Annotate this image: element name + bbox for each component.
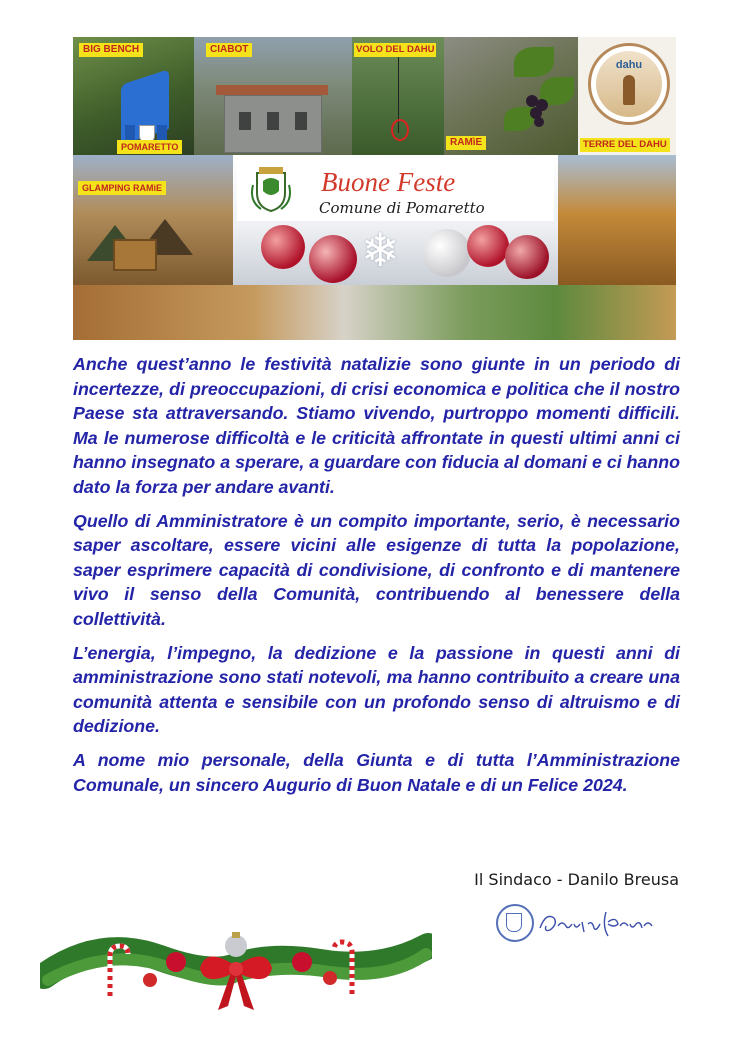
- hut-roof: [216, 85, 328, 95]
- dahu-logo: [588, 43, 670, 125]
- ornament-ball: [423, 229, 471, 277]
- photo-village-panorama: [73, 285, 676, 340]
- card-subtitle: Comune di Pomaretto: [319, 199, 485, 217]
- photo-glamping-ramie: [73, 155, 233, 285]
- hut-building: [224, 95, 322, 153]
- window: [295, 112, 307, 130]
- ornament-ball: [467, 225, 509, 267]
- letter-paragraph-4: A nome mio personale, della Giunta e di tutta l’Amministrazione Comunale, un sincero Augurio di Buon Natale e di un Felice 2024.: [73, 749, 680, 795]
- tag-ramie: RAMìE: [446, 136, 486, 150]
- snowflake-icon: ❄: [361, 223, 400, 277]
- letter-paragraph-2: Quello di Amministratore è un compito importante, serio, è necessario saper ascoltare, essere vicini alle esigenze di tutta la popolazione, saper esprimere capacità di condivisione, di confronto e di mantenere vivo il senso della Comunità, contribuendo al benessere della collettività.: [73, 510, 680, 629]
- tag-glamping-ramie: GLAMPING RAMìE: [78, 181, 166, 195]
- ornament-ball: [505, 235, 549, 279]
- tag-terre-del-dahu: TERRE DEL DAHU: [580, 138, 670, 152]
- ornament-ball: [261, 225, 305, 269]
- letter-body: [73, 352, 680, 806]
- photo-ciabot: [194, 37, 352, 155]
- tag-pomaretto: POMARETTO: [117, 140, 182, 154]
- christmas-garland: [40, 906, 432, 1018]
- greeting-card-header: [237, 159, 554, 221]
- photo-autumn-valley: [558, 155, 676, 285]
- logo-word: dahu: [615, 59, 643, 71]
- handwritten-signature: [536, 906, 656, 940]
- vine-leaf: [514, 47, 554, 77]
- photo-ramie: [444, 37, 578, 155]
- photo-terre-del-dahu: [578, 37, 676, 155]
- municipal-crest-icon: [251, 165, 291, 213]
- signature-line: Il Sindaco - Danilo Breusa: [474, 870, 679, 889]
- ornament-ball: [309, 235, 357, 283]
- greeting-card: [233, 155, 558, 285]
- stamp-crest: [506, 913, 522, 932]
- tag-volo-del-dahu: VOLO DEL DAHU: [356, 44, 435, 55]
- header-collage: [73, 37, 676, 340]
- tag-big-bench: BIG BENCH: [79, 43, 143, 57]
- tag-ciabot: CIABOT: [206, 43, 252, 57]
- photo-volo-del-dahu: [352, 37, 444, 155]
- letter-paragraph-3: L’energia, l’impegno, la dedizione e la passione in questi anni di amministrazione sono stati notevoli, ma hanno contribuito a creare una comunità attenta e sensibile con un profondo senso di altruismo e di dedizione.: [73, 642, 680, 737]
- window: [267, 112, 279, 130]
- dahu-animal-icon: [623, 75, 635, 105]
- municipal-stamp-icon: [496, 904, 534, 942]
- card-title: Buone Feste: [321, 167, 456, 197]
- logo-inner: [596, 51, 662, 117]
- wooden-cabin: [113, 239, 157, 271]
- grape: [534, 117, 544, 127]
- zipline-rider-icon: [391, 119, 409, 141]
- letter-paragraph-1: Anche quest’anno le festività natalizie sono giunte in un periodo di incertezze, di preoccupazioni, di crisi economica e politica che il nostro Paese sta attraversando. Stiamo vivendo, purtroppo momenti difficili. Ma le numerose difficoltà e le criticità affrontate in questi ultimi anni ci hanno insegnato a sperare, a guardare con fiducia al domani e ci hanno dato la forza per andare avanti.: [73, 354, 680, 497]
- window: [239, 112, 251, 130]
- photo-big-bench: [73, 37, 194, 155]
